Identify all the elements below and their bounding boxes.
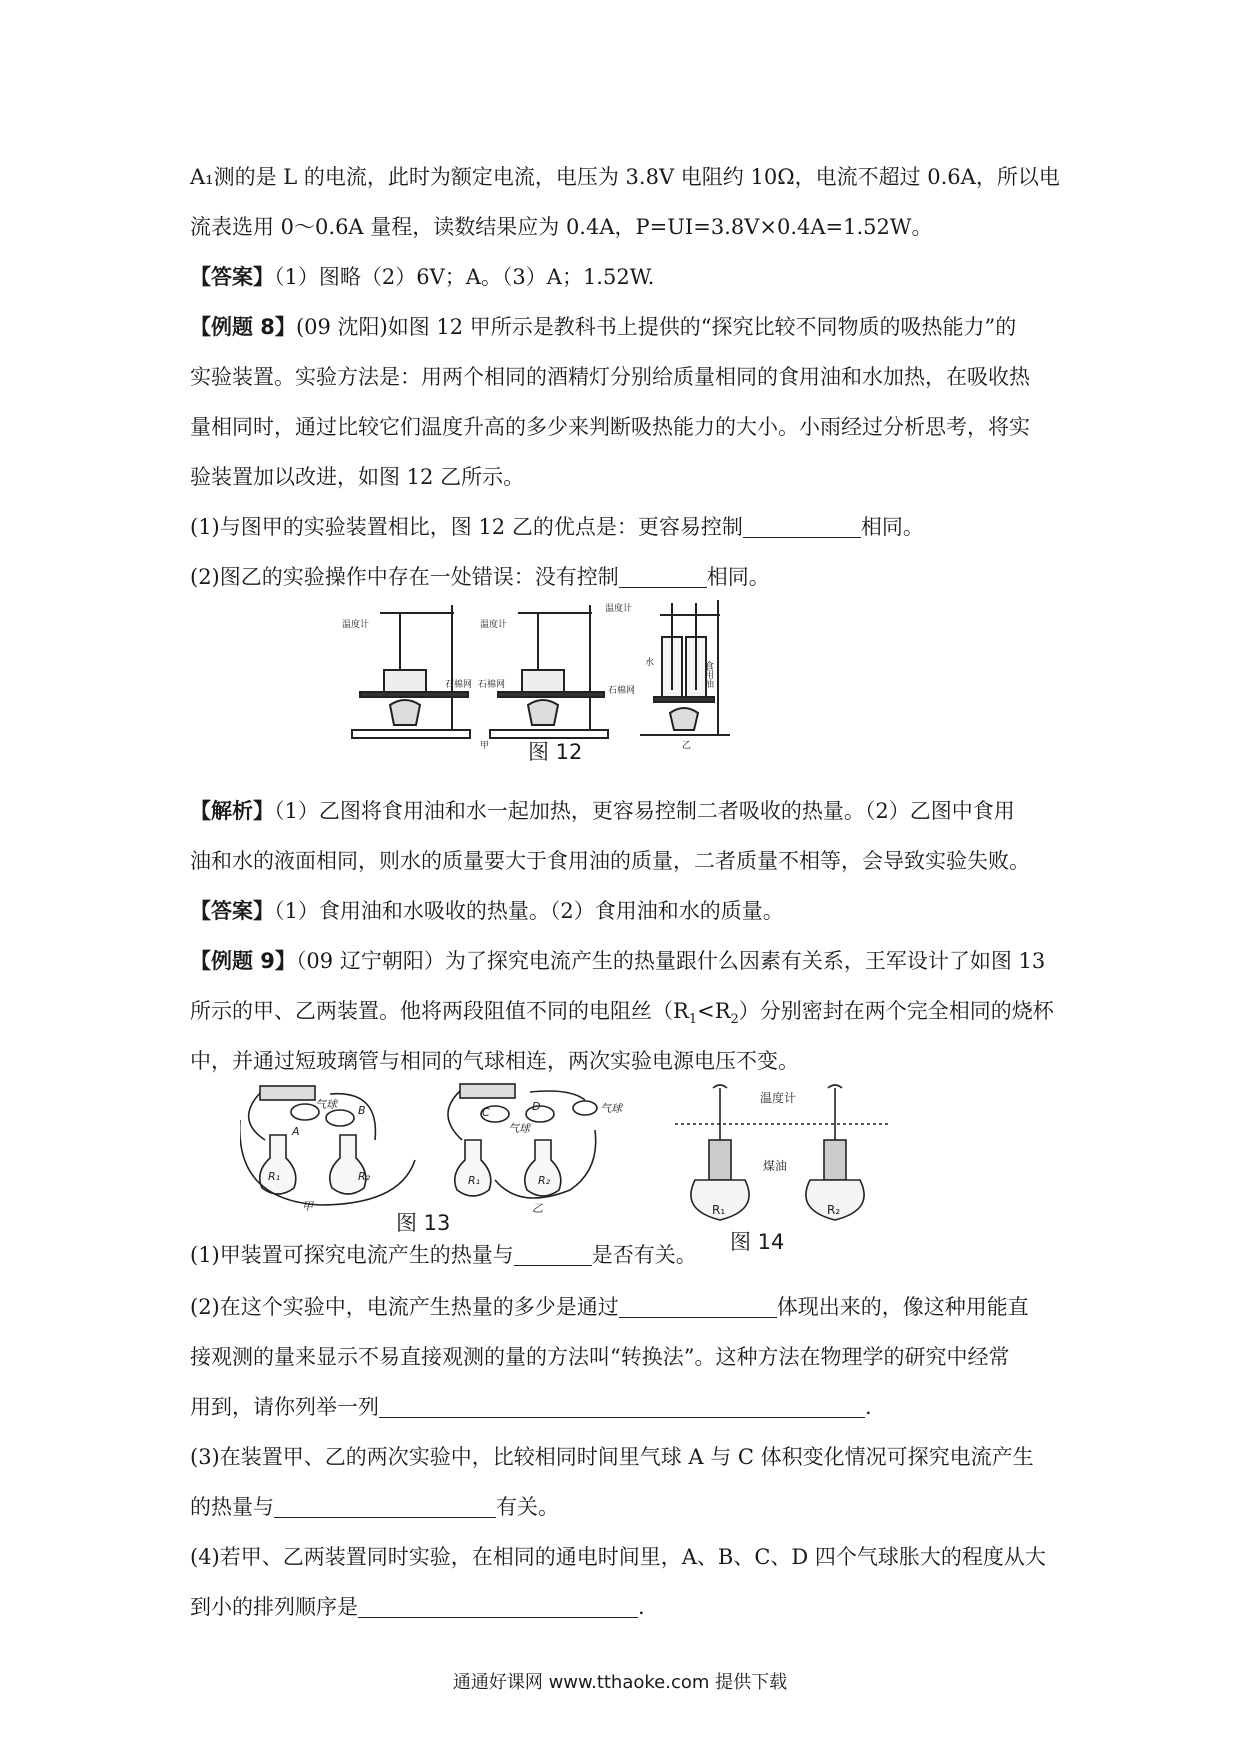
- text-line: 验装置加以改进，如图 12 乙所示。: [190, 465, 525, 489]
- answer-blank[interactable]: [274, 1495, 496, 1518]
- label-c: C: [482, 1106, 490, 1119]
- label-r1: R₁: [268, 1170, 281, 1183]
- label-water: 水: [645, 658, 655, 668]
- answer-blank[interactable]: [379, 1395, 865, 1418]
- analysis-line: 【解析】（1）乙图将食用油和水一起加热，更容易控制二者吸收的热量。（2）乙图中食用: [190, 799, 1015, 823]
- question-8-1: (1)与图甲的实验装置相比，图 12 乙的优点是：更容易控制 相同。: [190, 515, 924, 539]
- example-tag: 【例题 9】: [190, 949, 296, 973]
- text-line: 接观测的量来显示不易直接观测的量的方法叫“转换法”。这种方法在物理学的研究中经常: [190, 1345, 1010, 1369]
- label-jia: 甲: [302, 1200, 313, 1213]
- text-line: A₁测的是 L 的电流，此时为额定电流，电压为 3.8V 电阻约 10Ω，电流不超过 0.6A，所以电: [190, 165, 1060, 189]
- answer-blank[interactable]: [619, 1295, 777, 1318]
- figure-14-caption: 图 14: [730, 1230, 785, 1254]
- figure-13: [240, 1080, 660, 1215]
- text-line: 量相同时，通过比较它们温度升高的多少来判断吸热能力的大小。小雨经过分析思考，将实: [190, 415, 1030, 439]
- answer-blank[interactable]: [619, 565, 707, 588]
- example-8-line: 【例题 8】(09 沈阳)如图 12 甲所示是教科书上提供的“探究比较不同物质的吸热能力”的: [190, 315, 1017, 339]
- question-8-2: (2)图乙的实验操作中存在一处错误：没有控制 相同。: [190, 565, 770, 589]
- text-line: 实验装置。实验方法是：用两个相同的酒精灯分别给质量相同的食用油和水加热，在吸收热: [190, 365, 1030, 389]
- answer-blank[interactable]: [358, 1595, 638, 1618]
- example-9-line: 【例题 9】（09 辽宁朝阳）为了探究电流产生的热量跟什么因素有关系，王军设计了如图 13: [190, 949, 1046, 973]
- page-footer: 通通好课网 www.tthaoke.com 提供下载: [452, 1672, 788, 1693]
- text-line: 所示的甲、乙两装置。他将两段阻值不同的电阻丝$(R_1<R_2)$分别密封在两个完全相同的烧杯: [190, 999, 1054, 1028]
- label-thermometer: 温度计: [760, 1091, 797, 1105]
- answer-blank[interactable]: [743, 515, 861, 538]
- label-thermometer: 温度计: [480, 620, 508, 630]
- label-r1: R₁: [712, 1203, 726, 1217]
- label-thermometer: 温度计: [342, 620, 370, 630]
- label-b: B: [358, 1104, 366, 1117]
- label-mesh: 石棉网: [445, 680, 473, 690]
- figure-12: [340, 595, 820, 750]
- label-d: D: [532, 1100, 541, 1113]
- question-9-1: (1)甲装置可探究电流产生的热量与 是否有关。: [190, 1243, 697, 1267]
- label-balloon: 气球: [315, 1098, 337, 1111]
- example-tag: 【例题 8】: [190, 315, 296, 339]
- analysis-tag: 【解析】: [190, 799, 274, 823]
- label-oil: 食用油: [703, 661, 713, 688]
- label-balloon: 气球: [600, 1102, 622, 1115]
- text-line: 用到，请你列举一列 .: [190, 1395, 872, 1419]
- label-jia: 甲: [480, 741, 490, 750]
- label-balloon: 气球: [508, 1122, 530, 1135]
- label-thermometer: 温度计: [605, 604, 633, 614]
- label-r2: R₂: [827, 1203, 841, 1217]
- figure-14: [675, 1080, 890, 1230]
- text-line: 流表选用 0～0.6A 量程，读数结果应为 0.4A，P=UI=3.8V×0.4A=1.52W。: [190, 215, 933, 239]
- label-kerosene: 煤油: [763, 1159, 788, 1173]
- question-9-2: (2)在这个实验中，电流产生热量的多少是通过 体现出来的，像这种用能直: [190, 1295, 1029, 1319]
- text-line: 的热量与 有关。: [190, 1495, 559, 1519]
- label-mesh: 石棉网: [608, 686, 636, 696]
- label-yi: 乙: [682, 741, 692, 750]
- answer-line: 【答案】（1）食用油和水吸收的热量。（2）食用油和水的质量。: [190, 899, 784, 923]
- text-line: 油和水的液面相同，则水的质量要大于食用油的质量，二者质量不相等，会导致实验失败。: [190, 849, 1030, 873]
- figure-12-caption: 图 12: [528, 740, 583, 764]
- question-9-4: (4)若甲、乙两装置同时实验，在相同的通电时间里，A、B、C、D 四个气球胀大的程度从大: [190, 1545, 1046, 1569]
- text-line: 到小的排列顺序是 .: [190, 1595, 645, 1619]
- answer-tag: 【答案】: [190, 899, 274, 923]
- answer-tag: 【答案】: [190, 265, 274, 289]
- label-r2: R₂: [358, 1170, 371, 1183]
- answer-blank[interactable]: [514, 1243, 592, 1266]
- label-mesh: 石棉网: [478, 680, 506, 690]
- answer-line: 【答案】（1）图略（2）6V；A。（3）A；1.52W.: [190, 265, 655, 289]
- text-line: 中，并通过短玻璃管与相同的气球相连，两次实验电源电压不变。: [190, 1049, 799, 1073]
- label-r2: R₂: [538, 1174, 551, 1187]
- label-a: A: [292, 1125, 300, 1138]
- label-yi: 乙: [532, 1202, 543, 1215]
- figure-13-caption: 图 13: [396, 1211, 451, 1235]
- question-9-3: (3)在装置甲、乙的两次实验中，比较相同时间里气球 A 与 C 体积变化情况可探究电流产生: [190, 1445, 1034, 1469]
- label-r1: R₁: [468, 1174, 481, 1187]
